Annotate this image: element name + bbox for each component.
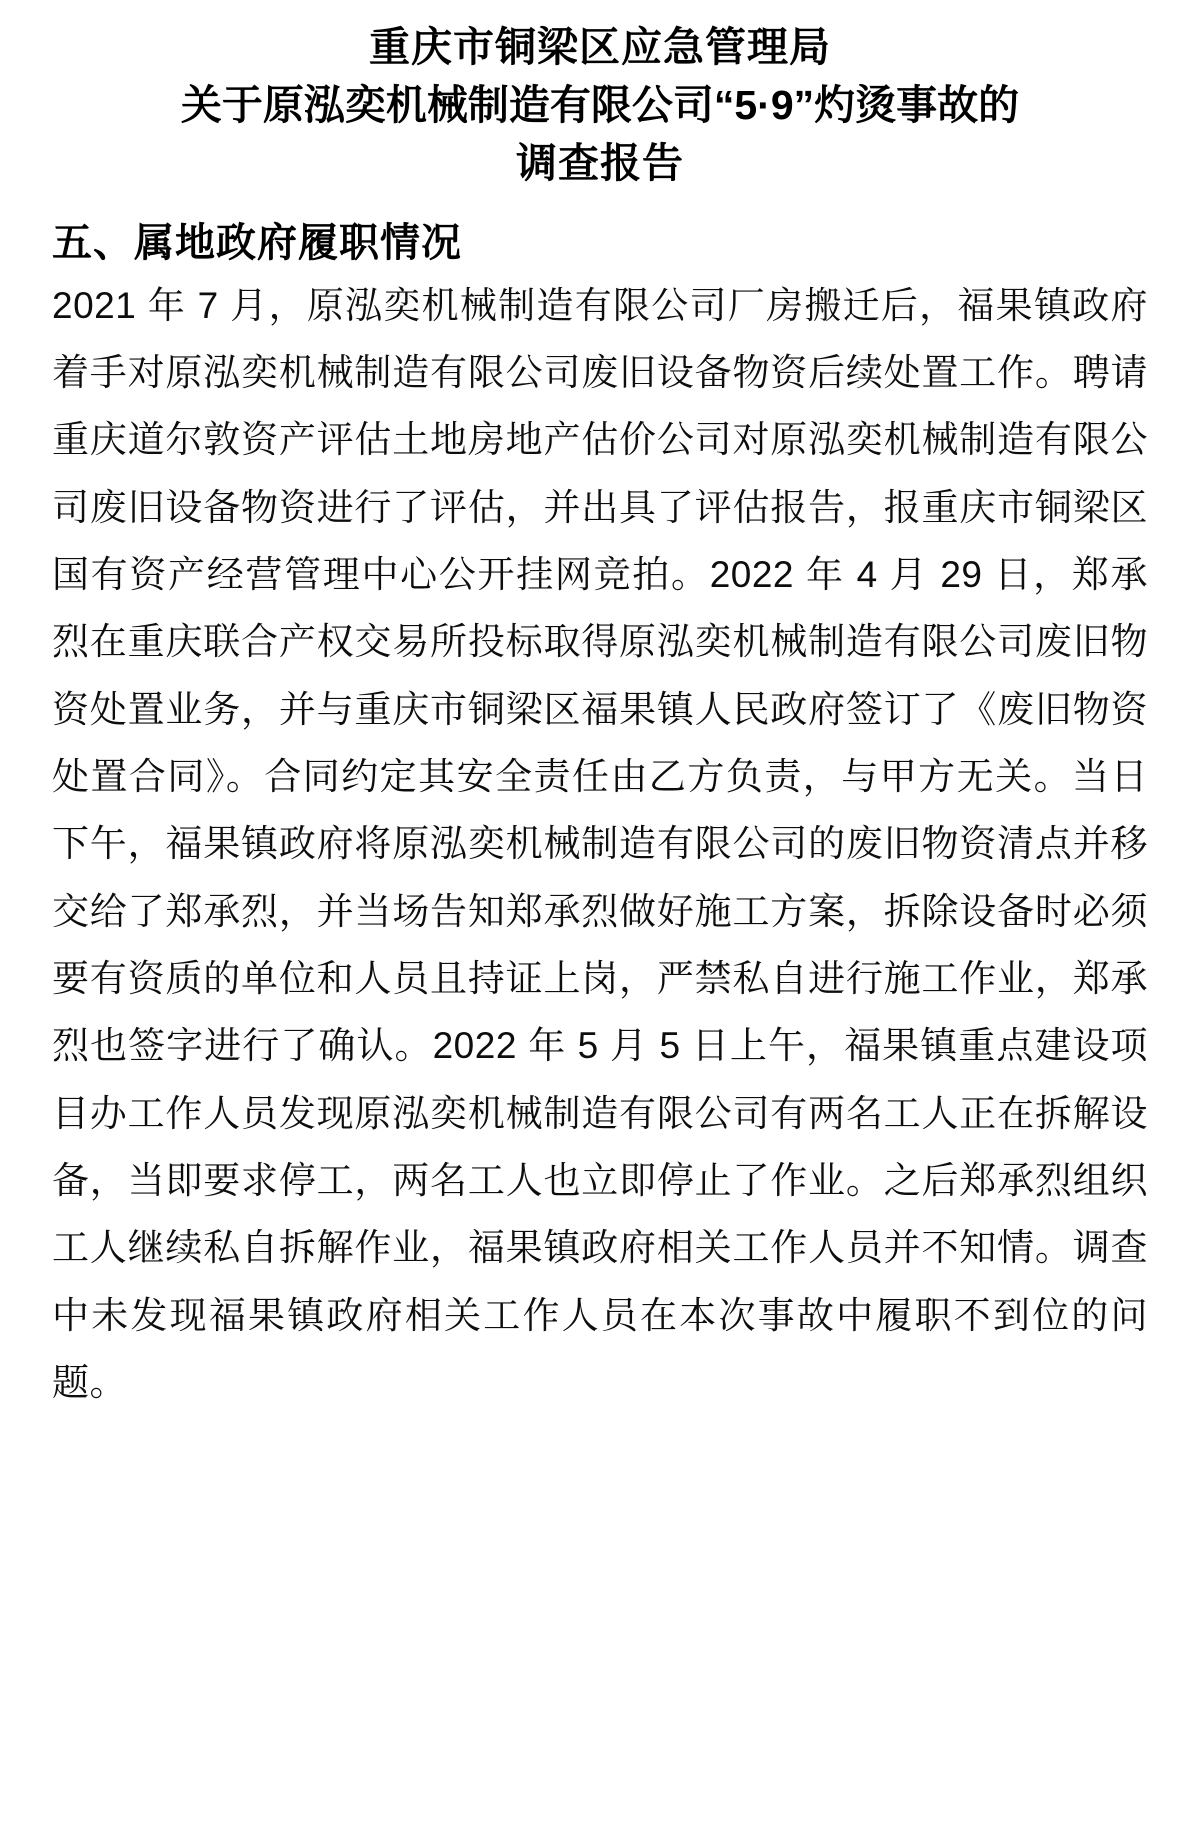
document-title-line-2: 关于原泓奕机械制造有限公司“5·9”灼烫事故的 — [180, 82, 1020, 129]
highlighted-text-run: 当日下午，福果镇政府将原泓奕机械制造有限公司的废旧物资清点并移交给了郑承烈，并当场告知郑承烈做好施工方案，拆除设备时必须要有资质的单位和人员且持证上岗，严禁私自进行施工作业，郑承烈也签字进行了确认。 — [52, 755, 1149, 1067]
text-run: ，并与重庆市铜梁区福果镇人民政府签订了《废旧物资处置合同》。合同约定其安全责任由乙方负责，与甲方无关。 — [52, 688, 1149, 797]
section-heading: 五、属地政府履职情况 — [52, 220, 462, 265]
text-run: 2022 年 5 月 5 日上午，福果镇重点建设项目办工作人员发现原泓奕机械制造有限公司有两名工人正在拆解设备，当即要求停工，两名工人也立即停止了作业。之后郑承烈组织工人继续私自拆解作业，福果镇政府相关工作人员并不知情。 — [52, 1025, 1149, 1269]
document-title-line-3: 调查报告 — [516, 140, 684, 187]
body-paragraph — [52, 272, 1148, 1417]
text-run: 2021 年 7 月，原泓奕机械制造有限公司厂房搬迁后，福果镇政府着手对原泓奕机械制造有限公司废旧设备物资后续处置工作。聘请重庆道尔敦资产评估土地房地产估价公司对原泓奕机械制造有限公司废旧设备物资进行了评估，并出具了评估报告，报重庆市铜梁区国有资产经营管理中心公开挂网竞拍。 — [52, 284, 1148, 595]
document-title-line-1: 重庆市铜梁区应急管理局 — [369, 24, 831, 70]
highlighted-text-run: 2022 年 4 月 29 日，郑承烈在重庆联合产权交易所投标取得原泓奕机械制造有限公司废旧物资处置业务 — [52, 553, 1148, 730]
highlighted-text-run: 调查中未发现福果镇政府相关工作人员在本次事故中履职不到位的问题。 — [52, 1227, 1149, 1403]
document-title — [52, 18, 1148, 193]
